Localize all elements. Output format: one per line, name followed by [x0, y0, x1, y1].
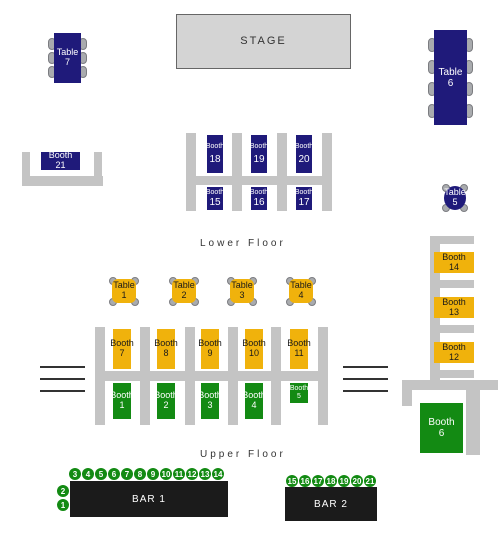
booth-3-num: 3	[207, 400, 213, 410]
booth-16-num: 16	[253, 196, 265, 208]
lower-floor-label: Lower Floor	[200, 238, 286, 249]
booth-7-name: Booth	[110, 338, 134, 349]
table-6-name: Table	[438, 66, 463, 78]
booth-6-name: Booth	[428, 417, 455, 428]
booth-18[interactable]	[207, 135, 223, 173]
booth-9-name: Booth	[198, 338, 222, 349]
table-5[interactable]	[444, 186, 466, 210]
bar-1[interactable]	[70, 481, 228, 517]
table-5-name: Table	[444, 187, 466, 198]
booth-15-num: 15	[209, 196, 221, 208]
booth-17-num: 17	[298, 196, 310, 208]
booth-13[interactable]	[434, 297, 474, 318]
booth-6-num: 6	[438, 428, 445, 439]
bar-seat-15[interactable]: 15	[287, 476, 297, 486]
booth-9[interactable]	[198, 329, 222, 369]
booth-5-num: 5	[297, 393, 301, 400]
booth-3-name: Booth	[198, 390, 222, 401]
booth-21[interactable]	[41, 152, 80, 170]
table-1-num: 1	[121, 290, 127, 300]
booth-2-name: Booth	[154, 390, 178, 401]
booth-16[interactable]	[251, 187, 267, 210]
booth-15[interactable]	[207, 187, 223, 210]
booth-2-num: 2	[163, 400, 169, 410]
booth-2[interactable]	[154, 383, 178, 419]
bar-seat-4[interactable]: 4	[82, 468, 94, 480]
bar-seat-9[interactable]: 9	[147, 468, 159, 480]
table-2[interactable]	[172, 279, 196, 303]
booth-8-num: 8	[163, 348, 169, 358]
bar-seat-21[interactable]: 21	[365, 476, 375, 486]
booth-20[interactable]	[296, 135, 312, 173]
table-4-name: Table	[290, 280, 312, 291]
booth-12-name: Booth	[442, 341, 466, 352]
table-7-name: Table	[56, 47, 79, 58]
bar-seat-2[interactable]: 2	[57, 485, 69, 497]
booth-19-name: Booth	[249, 142, 269, 150]
booth-17-name: Booth	[294, 189, 314, 197]
bar-seat-5[interactable]: 5	[95, 468, 107, 480]
booth-1[interactable]	[110, 383, 134, 419]
booth-11[interactable]	[287, 329, 311, 369]
booth-15-name: Booth	[205, 189, 225, 197]
booth-20-num: 20	[298, 154, 310, 166]
booth-1-name: Booth	[110, 390, 134, 401]
bar-seat-6[interactable]: 6	[108, 468, 120, 480]
table-2-name: Table	[173, 280, 195, 291]
booth-3[interactable]	[198, 383, 222, 419]
table-2-num: 2	[181, 290, 187, 300]
booth-5[interactable]	[290, 383, 308, 403]
upper-floor-label: Upper Floor	[200, 449, 286, 460]
bar-seat-10[interactable]: 10	[161, 469, 171, 479]
booth-13-num: 13	[448, 306, 459, 317]
booth-1-num: 1	[119, 400, 125, 410]
bar-seat-7[interactable]: 7	[121, 468, 133, 480]
booth-11-name: Booth	[287, 338, 311, 349]
bar-seat-12[interactable]: 12	[187, 469, 197, 479]
booth-4-name: Booth	[242, 390, 266, 401]
bar-seat-20[interactable]: 20	[352, 476, 362, 486]
booth-10-name: Booth	[242, 338, 266, 349]
table-6[interactable]	[434, 30, 467, 125]
stage-label: STAGE	[240, 35, 287, 48]
booth-21-num: 21	[55, 160, 66, 170]
bar-seat-17[interactable]: 17	[313, 476, 323, 486]
bar-seat-18[interactable]: 18	[326, 476, 336, 486]
bar-seat-1[interactable]: 1	[57, 499, 69, 511]
table-3-name: Table	[231, 280, 253, 291]
stage	[176, 14, 351, 69]
booth-13-name: Booth	[442, 296, 466, 307]
table-6-num: 6	[447, 77, 454, 89]
booth-11-num: 11	[294, 348, 304, 358]
bar-seat-11[interactable]: 11	[174, 469, 184, 479]
booth-8-name: Booth	[154, 338, 178, 349]
booth-10[interactable]	[242, 329, 266, 369]
bar-2[interactable]	[285, 487, 377, 521]
booth-8[interactable]	[154, 329, 178, 369]
booth-7[interactable]	[110, 329, 134, 369]
booth-14[interactable]	[434, 252, 474, 273]
bar-seat-14[interactable]: 14	[213, 469, 223, 479]
booth-16-name: Booth	[249, 189, 269, 197]
booth-6[interactable]	[420, 403, 463, 453]
bar-seat-16[interactable]: 16	[300, 476, 310, 486]
bar-seat-19[interactable]: 19	[339, 476, 349, 486]
table-3[interactable]	[230, 279, 254, 303]
booth-20-name: Booth	[294, 142, 314, 150]
booth-5-name: Booth	[289, 385, 309, 393]
table-5-num: 5	[452, 197, 458, 207]
bar-2-label: BAR 2	[314, 498, 348, 510]
table-1[interactable]	[112, 279, 136, 303]
booth-12[interactable]	[434, 342, 474, 363]
booth-4[interactable]	[242, 383, 266, 419]
booth-14-name: Booth	[442, 251, 466, 262]
bar-1-label: BAR 1	[132, 493, 166, 505]
booth-17[interactable]	[296, 187, 312, 210]
booth-19-num: 19	[253, 154, 265, 166]
booth-21-name: Booth	[48, 150, 73, 161]
booth-4-num: 4	[251, 400, 257, 410]
booth-19[interactable]	[251, 135, 267, 173]
table-1-name: Table	[113, 280, 135, 291]
booth-9-num: 9	[207, 348, 213, 358]
bar-seat-13[interactable]: 13	[200, 469, 210, 479]
booth-14-num: 14	[448, 261, 459, 272]
table-4-num: 4	[298, 290, 304, 300]
table-7[interactable]	[54, 33, 81, 83]
booth-18-name: Booth	[205, 142, 225, 150]
table-7-num: 7	[64, 57, 70, 67]
booth-7-num: 7	[119, 348, 125, 358]
bar-seat-3[interactable]: 3	[69, 468, 81, 480]
booth-10-num: 10	[248, 348, 259, 358]
booth-12-num: 12	[448, 351, 459, 362]
booth-18-num: 18	[209, 154, 221, 166]
table-4[interactable]	[289, 279, 313, 303]
bar-seat-8[interactable]: 8	[134, 468, 146, 480]
table-3-num: 3	[239, 290, 245, 300]
